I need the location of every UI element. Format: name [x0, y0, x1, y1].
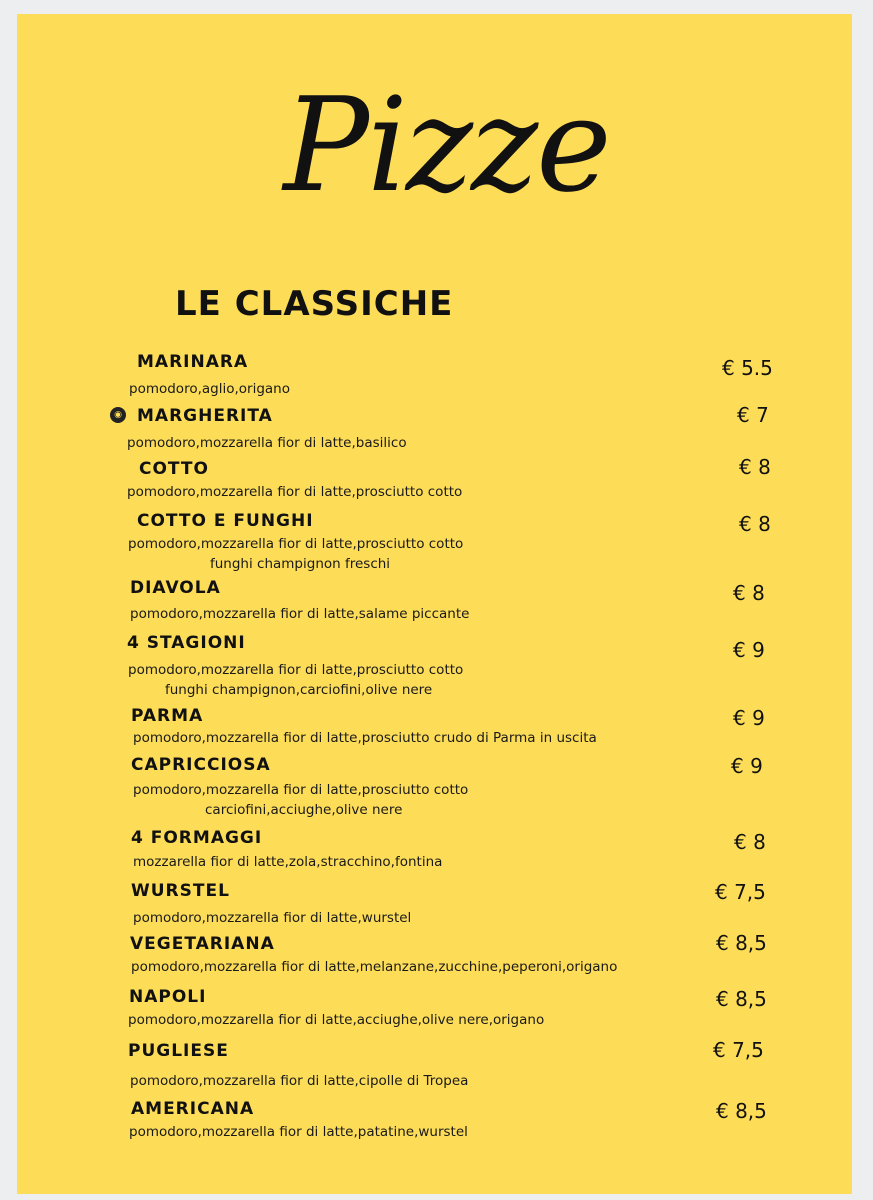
- pizza-name: MARGHERITA: [137, 406, 273, 426]
- pizza-name: PUGLIESE: [128, 1041, 229, 1061]
- pizza-price: € 9: [731, 754, 763, 778]
- pizza-name: WURSTEL: [131, 881, 230, 901]
- pizza-ingredients: pomodoro,aglio,origano: [129, 381, 290, 397]
- pizza-name: 4 FORMAGGI: [131, 828, 263, 848]
- pizza-ingredients: mozzarella fior di latte,zola,stracchino,fontina: [133, 854, 443, 870]
- pizza-price: € 8,5: [716, 931, 767, 955]
- pizza-ingredients: pomodoro,mozzarella fior di latte,basilico: [127, 435, 407, 451]
- pizza-ingredients: pomodoro,mozzarella fior di latte,salame piccante: [130, 606, 470, 622]
- pizza-ingredients: pomodoro,mozzarella fior di latte,wurstel: [133, 910, 412, 926]
- pizza-ingredients: pomodoro,mozzarella fior di latte,prosciutto cotto: [133, 782, 469, 798]
- pizza-price: € 8: [734, 830, 766, 854]
- pizza-ingredients: pomodoro,mozzarella fior di latte,prosciutto cotto: [128, 536, 464, 552]
- pizza-price: € 8: [733, 581, 765, 605]
- pizza-name: COTTO E FUNGHI: [137, 511, 314, 531]
- pizza-name: 4 STAGIONI: [127, 633, 246, 653]
- section-heading: LE CLASSICHE: [175, 284, 454, 324]
- pizza-ingredients-extra: funghi champignon freschi: [210, 556, 391, 572]
- pizza-ingredients: pomodoro,mozzarella fior di latte,prosciutto cotto: [127, 484, 463, 500]
- pizza-name: VEGETARIANA: [130, 934, 275, 954]
- pizza-price: € 8: [739, 512, 771, 536]
- pizza-ingredients: pomodoro,mozzarella fior di latte,prosciutto crudo di Parma in uscita: [133, 730, 597, 746]
- pizza-price: € 8: [739, 455, 771, 479]
- pizza-ingredients: pomodoro,mozzarella fior di latte,acciughe,olive nere,origano: [128, 1012, 545, 1028]
- pizza-name: DIAVOLA: [130, 578, 221, 598]
- pizza-ingredients: pomodoro,mozzarella fior di latte,patatine,wurstel: [129, 1124, 468, 1140]
- pizza-price: € 5.5: [722, 356, 773, 380]
- pizza-price: € 9: [733, 706, 765, 730]
- pizza-ingredients-extra: carciofini,acciughe,olive nere: [205, 802, 403, 818]
- pizza-name: AMERICANA: [131, 1099, 255, 1119]
- pizza-ingredients: pomodoro,mozzarella fior di latte,cipolle di Tropea: [130, 1073, 469, 1089]
- pizza-price: € 8,5: [716, 987, 767, 1011]
- pizza-price: € 7,5: [715, 880, 766, 904]
- pizza-ingredients: pomodoro,mozzarella fior di latte,prosciutto cotto: [128, 662, 464, 678]
- pizza-price: € 9: [733, 638, 765, 662]
- vegetarian-badge-icon: ◉: [110, 407, 126, 423]
- pizza-name: COTTO: [139, 459, 209, 479]
- pizza-name: CAPRICCIOSA: [131, 755, 271, 775]
- pizza-name: MARINARA: [137, 352, 249, 372]
- pizza-price: € 8,5: [716, 1099, 767, 1123]
- page-title: Pizze: [283, 69, 610, 221]
- pizza-ingredients-extra: funghi champignon,carciofini,olive nere: [165, 682, 433, 698]
- pizza-price: € 7: [737, 403, 769, 427]
- pizza-name: NAPOLI: [129, 987, 207, 1007]
- pizza-name: PARMA: [131, 706, 204, 726]
- pizza-price: € 7,5: [713, 1038, 764, 1062]
- pizza-ingredients: pomodoro,mozzarella fior di latte,melanzane,zucchine,peperoni,origano: [131, 959, 618, 975]
